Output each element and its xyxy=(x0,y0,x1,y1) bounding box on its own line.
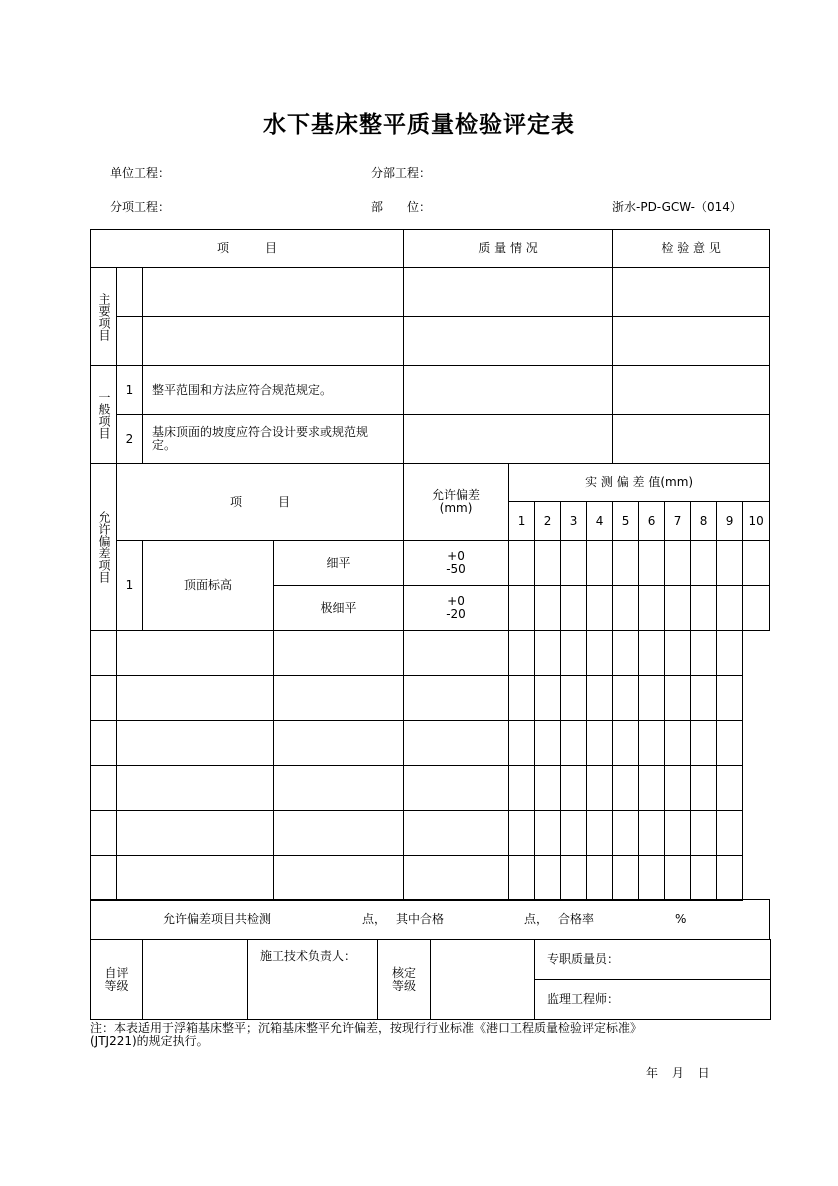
measured-value-cell[interactable] xyxy=(587,811,613,856)
point-header: 4 xyxy=(587,502,613,541)
point-header: 8 xyxy=(691,502,717,541)
measured-value-cell[interactable] xyxy=(717,676,743,721)
quality-cell[interactable] xyxy=(404,415,613,464)
row-number: 2 xyxy=(117,415,143,464)
verified-grade-label: 核定等级 xyxy=(378,940,431,1020)
check-item-cell[interactable] xyxy=(117,766,274,811)
point-header: 7 xyxy=(665,502,691,541)
measured-value-cell[interactable] xyxy=(587,721,613,766)
measured-value-cell[interactable] xyxy=(561,811,587,856)
measured-value-cell[interactable] xyxy=(561,676,587,721)
measured-value-cell[interactable] xyxy=(691,541,717,586)
measured-value-cell[interactable] xyxy=(613,721,639,766)
quality-cell[interactable] xyxy=(404,366,613,415)
measured-value-cell[interactable] xyxy=(691,811,717,856)
measured-value-cell[interactable] xyxy=(665,721,691,766)
main-table xyxy=(90,229,770,901)
measured-value-cell[interactable] xyxy=(743,541,770,586)
main-item-cell[interactable] xyxy=(143,317,404,366)
main-items-label: 主要项目 xyxy=(91,268,117,366)
measured-value-cell[interactable] xyxy=(691,766,717,811)
opinion-cell[interactable] xyxy=(613,366,770,415)
header-opinion: 检 验 意 见 xyxy=(613,230,770,268)
measured-value-cell[interactable] xyxy=(561,766,587,811)
measured-value-cell[interactable] xyxy=(665,541,691,586)
measured-value-cell[interactable] xyxy=(717,856,743,901)
check-item-cell[interactable] xyxy=(117,676,274,721)
measured-value-cell[interactable] xyxy=(639,631,665,676)
measured-value-cell[interactable] xyxy=(639,586,665,631)
measured-value-cell[interactable] xyxy=(587,766,613,811)
summary-table xyxy=(90,899,770,940)
measured-value-cell[interactable] xyxy=(613,856,639,901)
measured-value-cell[interactable] xyxy=(613,766,639,811)
qc-officer-label: 专职质量员： xyxy=(535,940,771,980)
check-item-cell[interactable] xyxy=(117,631,274,676)
measured-value-cell[interactable] xyxy=(535,676,561,721)
measured-value-cell[interactable] xyxy=(717,631,743,676)
tolerance-value[interactable] xyxy=(274,721,404,766)
self-grade-value[interactable] xyxy=(143,940,248,1020)
measured-value-cell[interactable] xyxy=(561,541,587,586)
row-number xyxy=(91,811,117,856)
page-title: 水下基床整平质量检验评定表 xyxy=(263,112,575,138)
measured-value-cell[interactable] xyxy=(743,586,770,631)
header-quality: 质 量 情 况 xyxy=(404,230,613,268)
measured-value-cell[interactable] xyxy=(691,676,717,721)
tolerance-value[interactable] xyxy=(274,856,404,901)
measured-value-cell[interactable] xyxy=(717,811,743,856)
header-item: 项 目 xyxy=(91,230,404,268)
measured-value-cell[interactable] xyxy=(561,721,587,766)
form-code: 浙水-PD-GCW-（014） xyxy=(612,200,742,214)
measured-value-cell[interactable] xyxy=(404,676,509,721)
row-number: 1 xyxy=(117,541,143,631)
measured-value-cell[interactable] xyxy=(509,856,535,901)
measured-value-cell[interactable] xyxy=(535,811,561,856)
measured-value-cell[interactable] xyxy=(639,541,665,586)
tech-lead-label: 施工技术负责人： xyxy=(248,940,378,1020)
measured-value-cell[interactable] xyxy=(404,721,509,766)
tolerance-header: 允许偏差 (mm) xyxy=(404,464,509,541)
measured-value-cell[interactable] xyxy=(561,586,587,631)
allowance-label: 允许偏差项目 xyxy=(91,464,117,631)
measured-value-cell[interactable] xyxy=(691,856,717,901)
division-project-label: 分部工程： xyxy=(371,166,432,180)
general-item-text: 基床顶面的坡度应符合设计要求或规范规定。 xyxy=(143,415,404,464)
measured-value-cell[interactable] xyxy=(639,811,665,856)
signoff-table xyxy=(90,939,771,1020)
measured-value-cell[interactable] xyxy=(639,721,665,766)
measured-value-cell[interactable] xyxy=(404,811,509,856)
measured-value-cell[interactable] xyxy=(535,631,561,676)
measured-value-cell[interactable] xyxy=(535,856,561,901)
quality-cell[interactable] xyxy=(404,317,613,366)
measured-value-cell[interactable] xyxy=(613,541,639,586)
point-header: 5 xyxy=(613,502,639,541)
main-item-cell[interactable] xyxy=(143,268,404,317)
measured-value-cell[interactable] xyxy=(613,811,639,856)
measured-value-cell[interactable] xyxy=(587,541,613,586)
self-grade-label: 自评等级 xyxy=(91,940,143,1020)
measured-value-cell[interactable] xyxy=(613,631,639,676)
measured-value-cell[interactable] xyxy=(639,766,665,811)
measured-value-cell[interactable] xyxy=(404,856,509,901)
row-number: 1 xyxy=(117,366,143,415)
opinion-cell[interactable] xyxy=(613,415,770,464)
measured-value-cell[interactable] xyxy=(691,586,717,631)
general-items-label: 一般项目 xyxy=(91,366,117,464)
measured-value-cell[interactable] xyxy=(717,586,743,631)
measured-value-cell[interactable] xyxy=(665,766,691,811)
measured-value-cell[interactable] xyxy=(665,631,691,676)
measured-value-cell[interactable] xyxy=(587,631,613,676)
tolerance-value[interactable] xyxy=(274,676,404,721)
tolerance-value[interactable] xyxy=(274,631,404,676)
measured-value-cell[interactable] xyxy=(717,721,743,766)
measured-value-cell[interactable] xyxy=(404,631,509,676)
measured-value-cell[interactable] xyxy=(509,541,535,586)
measured-value-cell[interactable] xyxy=(613,676,639,721)
measured-value-cell[interactable] xyxy=(561,631,587,676)
measured-value-cell[interactable] xyxy=(665,856,691,901)
row-number xyxy=(91,676,117,721)
point-header: 1 xyxy=(509,502,535,541)
measured-value-cell[interactable] xyxy=(613,586,639,631)
point-header: 9 xyxy=(717,502,743,541)
row-number xyxy=(91,631,117,676)
measured-value-cell[interactable] xyxy=(509,586,535,631)
row-number xyxy=(91,856,117,901)
row-number xyxy=(91,721,117,766)
measured-value-cell[interactable] xyxy=(535,541,561,586)
measured-value-cell[interactable] xyxy=(509,721,535,766)
general-item-text: 整平范围和方法应符合规范规定。 xyxy=(143,366,404,415)
measured-value-cell[interactable] xyxy=(561,856,587,901)
measured-value-cell[interactable] xyxy=(639,676,665,721)
verified-grade-value[interactable] xyxy=(431,940,535,1020)
measured-header: 实 测 偏 差 值(mm) xyxy=(509,464,770,502)
footnote: 注：本表适用于浮箱基床整平；沉箱基床整平允许偏差，按现行行业标准《港口工程质量检验评定标准》 (JTJ221)的规定执行。 xyxy=(90,1021,643,1048)
check-item-cell[interactable] xyxy=(117,811,274,856)
allowance-item-header: 项 目 xyxy=(117,464,404,541)
opinion-cell[interactable] xyxy=(613,317,770,366)
point-header: 10 xyxy=(743,502,770,541)
measured-value-cell[interactable] xyxy=(639,856,665,901)
point-header: 2 xyxy=(535,502,561,541)
row-number xyxy=(91,766,117,811)
subitem-project-label: 分项工程： xyxy=(110,200,171,214)
measured-value-cell[interactable] xyxy=(535,766,561,811)
measured-value-cell[interactable] xyxy=(691,631,717,676)
measured-value-cell[interactable] xyxy=(717,541,743,586)
tolerance-value: +0 -50 xyxy=(404,541,509,586)
measured-value-cell[interactable] xyxy=(509,631,535,676)
unit-project-label: 单位工程： xyxy=(110,166,171,180)
tolerance-value[interactable] xyxy=(274,766,404,811)
measured-value-cell[interactable] xyxy=(404,766,509,811)
measured-value-cell[interactable] xyxy=(509,811,535,856)
measured-value-cell[interactable] xyxy=(535,721,561,766)
opinion-cell[interactable] xyxy=(613,268,770,317)
measured-value-cell[interactable] xyxy=(665,676,691,721)
tolerance-value: +0 -20 xyxy=(404,586,509,631)
measured-value-cell[interactable] xyxy=(509,676,535,721)
check-item-name: 顶面标高 xyxy=(143,541,274,631)
measured-value-cell[interactable] xyxy=(587,676,613,721)
measured-value-cell[interactable] xyxy=(665,586,691,631)
supervisor-label: 监理工程师： xyxy=(535,980,771,1020)
sub-item-name: 极细平 xyxy=(274,586,404,631)
summary-row: 允许偏差项目共检测 点， 其中合格 点， 合格率 % xyxy=(91,900,770,940)
point-header: 6 xyxy=(639,502,665,541)
measured-value-cell[interactable] xyxy=(717,766,743,811)
measured-value-cell[interactable] xyxy=(665,811,691,856)
check-item-cell[interactable] xyxy=(117,856,274,901)
date-label: 年 月 日 xyxy=(646,1066,710,1080)
location-label: 部 位： xyxy=(371,200,432,214)
quality-cell[interactable] xyxy=(404,268,613,317)
measured-value-cell[interactable] xyxy=(587,586,613,631)
measured-value-cell[interactable] xyxy=(587,856,613,901)
measured-value-cell[interactable] xyxy=(535,586,561,631)
measured-value-cell[interactable] xyxy=(691,721,717,766)
tolerance-value[interactable] xyxy=(274,811,404,856)
check-item-cell[interactable] xyxy=(117,721,274,766)
measured-value-cell[interactable] xyxy=(509,766,535,811)
point-header: 3 xyxy=(561,502,587,541)
sub-item-name: 细平 xyxy=(274,541,404,586)
